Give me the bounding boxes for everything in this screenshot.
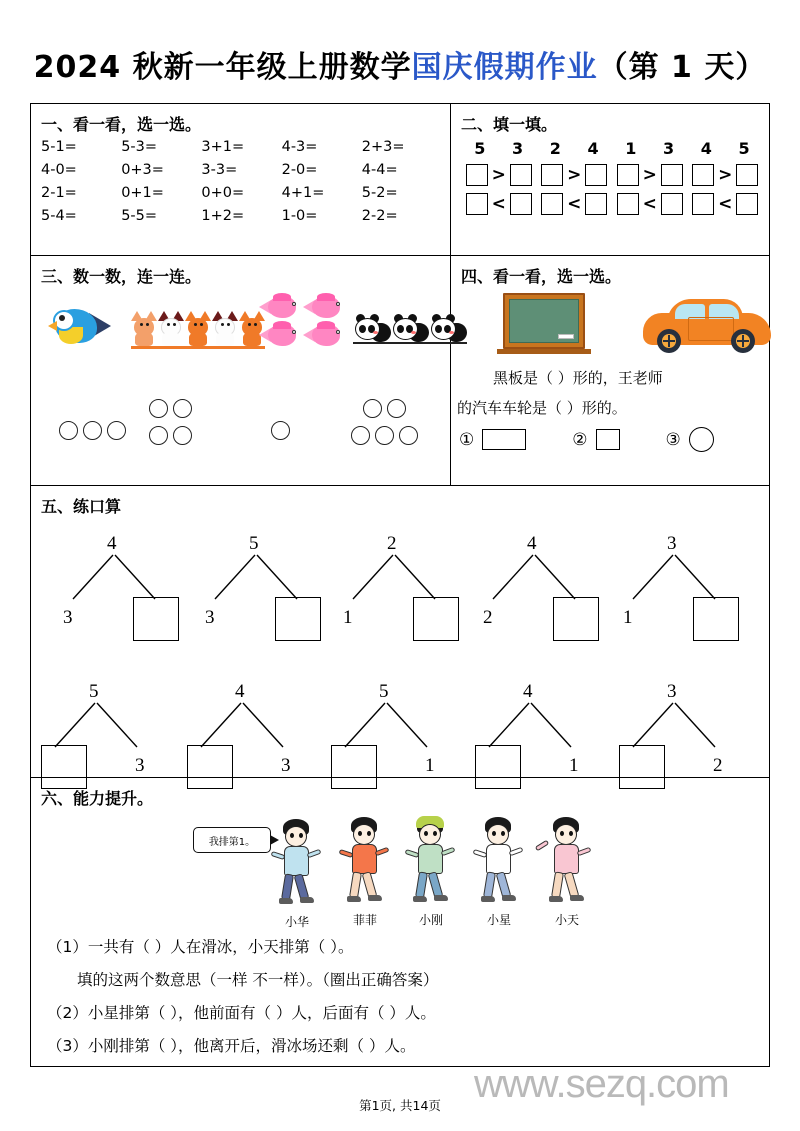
rectangle-shape-icon	[482, 429, 526, 450]
operator: <	[718, 193, 733, 214]
section-6	[31, 778, 769, 1064]
number-bond	[619, 681, 739, 793]
title-prefix: 2024 秋新一年级上册数学	[33, 50, 412, 85]
bond-top-value: 4	[527, 533, 537, 554]
operator: <	[642, 193, 657, 214]
bond-top-value: 2	[387, 533, 397, 554]
question-2: （2）小星排第（ ），他前面有（ ）人，后面有（ ）人。	[47, 1004, 436, 1022]
number-bond	[59, 533, 179, 645]
fox-icon	[185, 311, 211, 347]
number-bond	[475, 681, 595, 793]
bond-right-value: 3	[281, 755, 291, 776]
option-number: ①	[459, 429, 475, 450]
compare-item	[688, 193, 764, 215]
kid-figure	[337, 817, 393, 927]
compare-item	[612, 193, 688, 215]
answer-box[interactable]	[466, 193, 488, 215]
compare-item	[537, 193, 613, 215]
compare-item	[612, 164, 688, 186]
answer-box[interactable]	[692, 164, 714, 186]
operator: >	[491, 164, 506, 185]
number-bond	[479, 533, 599, 645]
calc-item[interactable]: 2-1=	[41, 185, 77, 201]
option-number: ②	[572, 429, 588, 450]
number-bond-row-1	[31, 533, 769, 663]
pair-value: 3	[512, 139, 524, 158]
calc-item[interactable]: 5-4=	[41, 208, 77, 224]
calc-item[interactable]: 0+3=	[121, 162, 164, 178]
circle-answer-row	[31, 395, 450, 457]
number-bond	[187, 681, 307, 793]
compare-item	[461, 164, 537, 186]
answer-box[interactable]	[736, 164, 758, 186]
panda-row	[353, 313, 467, 345]
title-highlight: 国庆假期作业	[411, 50, 598, 85]
operator: <	[567, 193, 582, 214]
animal-picture-row	[31, 291, 450, 363]
shape-options	[451, 423, 769, 460]
kid-name: 菲菲	[352, 913, 377, 927]
fish-grid	[259, 293, 347, 349]
section-4-heading: 四、看一看，选一选。	[461, 267, 622, 286]
arithmetic-grid	[31, 139, 450, 232]
compare-item	[461, 193, 537, 215]
panda-icon	[391, 313, 429, 345]
calc-item[interactable]: 1+2=	[201, 208, 245, 224]
greater-than-row	[461, 164, 763, 186]
bond-answer-box[interactable]	[693, 597, 739, 641]
circle-group-3[interactable]	[59, 421, 126, 440]
bond-top-value: 4	[107, 533, 117, 554]
comparison-area	[451, 139, 769, 230]
answer-box[interactable]	[692, 193, 714, 215]
circle-group-4[interactable]	[149, 399, 192, 445]
answer-box[interactable]	[466, 164, 488, 186]
bond-top-value: 5	[379, 681, 389, 702]
bond-answer-box[interactable]	[275, 597, 321, 641]
fox-icon	[131, 311, 157, 347]
operator: <	[491, 193, 506, 214]
kid-name: 小刚	[418, 913, 443, 927]
section-3-heading: 三、数一数，连一连。	[41, 267, 202, 286]
calc-item[interactable]: 5-3=	[121, 139, 158, 155]
calc-item[interactable]: 3-3=	[201, 162, 238, 178]
pair-value: 4	[700, 139, 712, 158]
fish-icon	[259, 321, 303, 348]
number-bond	[339, 533, 459, 645]
answer-box[interactable]	[510, 193, 532, 215]
shape-pictures	[451, 291, 769, 363]
row-section-5	[31, 486, 769, 778]
bond-answer-box[interactable]	[133, 597, 179, 641]
section-4	[451, 256, 769, 485]
calc-item[interactable]: 2-0=	[281, 162, 318, 178]
page-footer: 第1页, 共14页	[359, 1098, 441, 1113]
section-2-heading: 二、填一填。	[461, 115, 558, 134]
calc-item[interactable]: 1-0=	[281, 208, 318, 224]
kid-name: 小华	[284, 915, 309, 929]
answer-box[interactable]	[541, 193, 563, 215]
car-icon	[643, 297, 771, 353]
answer-box[interactable]	[617, 164, 639, 186]
calc-item[interactable]: 3+1=	[201, 139, 245, 155]
fish-icon	[259, 293, 303, 320]
kid-figure	[403, 817, 459, 927]
page-title	[0, 42, 800, 86]
fish-icon	[303, 321, 347, 348]
number-pair	[461, 139, 537, 158]
row-section-6	[31, 778, 769, 1064]
answer-box[interactable]	[661, 164, 683, 186]
fish-icon	[303, 293, 347, 320]
fish-group	[259, 293, 347, 349]
calc-item[interactable]: 5-1=	[41, 139, 77, 155]
pair-value: 2	[549, 139, 561, 158]
kid-figure	[539, 817, 595, 927]
number-pair	[612, 139, 688, 158]
option-1[interactable]	[459, 429, 526, 450]
calc-item[interactable]: 2-2=	[361, 208, 398, 224]
answer-box[interactable]	[585, 193, 607, 215]
answer-box[interactable]	[510, 164, 532, 186]
calc-item[interactable]: 4+1=	[281, 185, 325, 201]
operator: >	[718, 164, 733, 185]
bond-top-value: 5	[89, 681, 99, 702]
option-3[interactable]	[666, 427, 714, 452]
answer-box[interactable]	[617, 193, 639, 215]
section-1	[31, 104, 451, 255]
answer-box[interactable]	[585, 164, 607, 186]
option-number: ③	[665, 429, 681, 450]
square-shape-icon	[596, 429, 620, 450]
bond-top-value: 5	[249, 533, 259, 554]
pair-value: 5	[738, 139, 750, 158]
row-sections-3-4	[31, 256, 769, 486]
section-3	[31, 256, 451, 485]
dog-icon	[158, 311, 184, 347]
calc-item[interactable]: 2+3=	[361, 139, 405, 155]
pair-value: 1	[625, 139, 637, 158]
number-bond	[201, 533, 321, 645]
bond-top-value: 4	[523, 681, 533, 702]
section-2	[451, 104, 769, 255]
fox-dog-group	[131, 311, 265, 347]
calc-item[interactable]: 5-2=	[361, 185, 398, 201]
bond-answer-box[interactable]	[553, 597, 599, 641]
question-3: （3）小刚排第（ ），他离开后，滑冰场还剩（ ）人。	[47, 1037, 416, 1055]
pair-value: 3	[663, 139, 675, 158]
bond-right-value: 2	[713, 755, 723, 776]
pair-value: 5	[474, 139, 486, 158]
operator: >	[567, 164, 582, 185]
bond-right-value: 1	[569, 755, 579, 776]
number-pair	[688, 139, 764, 158]
kid-name: 小天	[554, 913, 579, 927]
number-bond	[331, 681, 451, 793]
calc-item[interactable]: 4-3=	[281, 139, 318, 155]
row-sections-1-2	[31, 104, 769, 256]
bird-group	[51, 305, 113, 349]
circle-group-5[interactable]	[351, 399, 418, 445]
skating-kids-illustration	[31, 813, 769, 931]
answer-box[interactable]	[661, 193, 683, 215]
section-1-heading: 一、看一看，选一选。	[41, 115, 202, 134]
bond-left-value: 3	[63, 607, 73, 628]
question-1-followup[interactable]: 填的这两个数意思（一样 不一样）。（圈出正确答案）	[77, 971, 439, 989]
operator: >	[642, 164, 657, 185]
circle-shape-icon	[689, 427, 714, 452]
bond-top-value: 3	[667, 533, 677, 554]
calc-item[interactable]: 4-0=	[41, 162, 77, 178]
pair-value: 4	[587, 139, 599, 158]
panda-group	[353, 313, 467, 345]
answer-box[interactable]	[736, 193, 758, 215]
circle-group-1[interactable]	[271, 421, 290, 440]
option-2[interactable]	[572, 429, 619, 450]
watermark: www.sezq.com	[474, 1062, 729, 1106]
kid-figure	[269, 819, 325, 929]
bond-right-value: 3	[135, 755, 145, 776]
speech-bubble-text: 我排第1。	[208, 836, 256, 848]
blackboard-icon	[503, 293, 585, 349]
bond-right-value: 1	[425, 755, 435, 776]
section-4-line-1: 黑板是（ ）形的，王老师	[493, 369, 663, 387]
bond-top-value: 3	[667, 681, 677, 702]
compare-item	[688, 164, 764, 186]
number-pair	[537, 139, 613, 158]
calc-item[interactable]: 4-4=	[361, 162, 398, 178]
section-5-heading: 五、练口算	[41, 497, 122, 516]
calc-item[interactable]: 0+1=	[121, 185, 164, 201]
number-pairs-row	[461, 139, 763, 158]
number-bond	[619, 533, 739, 645]
kid-name: 小星	[486, 913, 511, 927]
dog-icon	[212, 311, 238, 347]
calc-item[interactable]: 0+0=	[201, 185, 245, 201]
bond-top-value: 4	[235, 681, 245, 702]
question-1: （1）一共有（ ）人在滑冰，小天排第（ ）。	[47, 938, 354, 956]
section-4-line-2: 的汽车车轮是（ ）形的。	[457, 399, 627, 417]
worksheet-table	[30, 103, 770, 1067]
section-6-heading: 六、能力提升。	[41, 789, 154, 808]
bond-left-value: 1	[343, 607, 353, 628]
bond-left-value: 1	[623, 607, 633, 628]
compare-item	[537, 164, 613, 186]
section-5	[31, 486, 769, 777]
number-bond	[41, 681, 161, 793]
animal-pack	[131, 311, 265, 347]
speech-bubble	[193, 827, 271, 853]
answer-box[interactable]	[541, 164, 563, 186]
bond-left-value: 3	[205, 607, 215, 628]
title-suffix: （第 1 天）	[597, 50, 767, 85]
kid-figure	[471, 817, 527, 927]
less-than-row	[461, 193, 763, 215]
calc-item[interactable]: 5-5=	[121, 208, 158, 224]
bird-icon	[51, 305, 113, 349]
bond-left-value: 2	[483, 607, 493, 628]
bond-answer-box[interactable]	[413, 597, 459, 641]
panda-icon	[353, 313, 391, 345]
